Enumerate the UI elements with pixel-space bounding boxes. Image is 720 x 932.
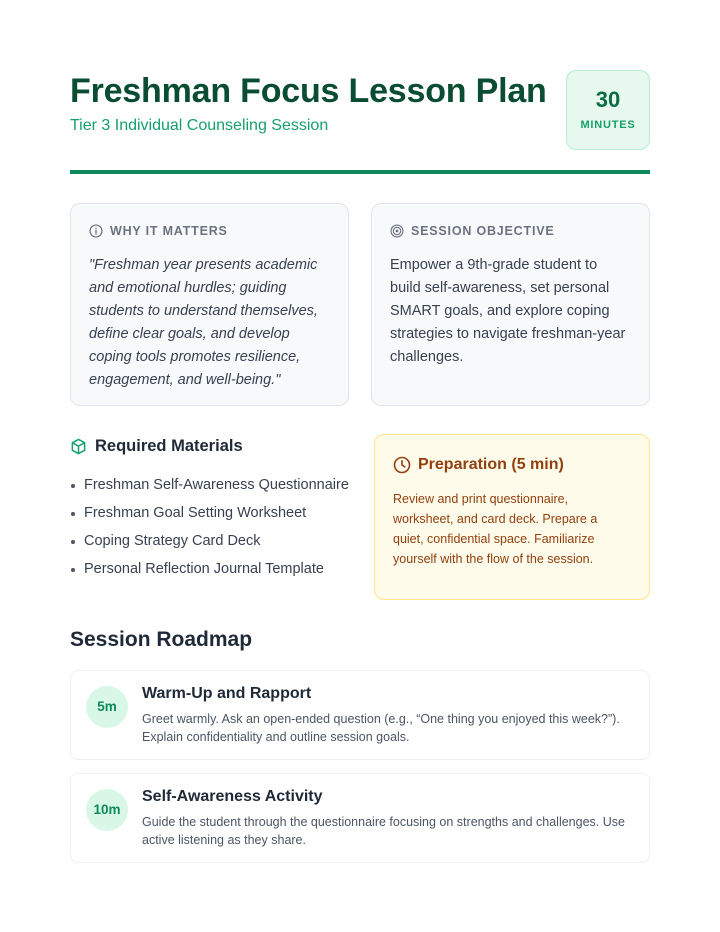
preparation-title: Preparation (5 min) xyxy=(418,456,564,473)
target-icon xyxy=(390,224,404,238)
info-icon xyxy=(89,224,103,238)
required-materials xyxy=(70,436,350,586)
step-duration-badge: 5m xyxy=(86,686,128,728)
page-subtitle: Tier 3 Individual Counseling Session xyxy=(70,117,329,134)
step-description: Greet warmly. Ask an open-ended question (e.g., “One thing you enjoyed this week?”). Explain confidentiality and outline session goals. xyxy=(142,712,620,744)
preparation-card xyxy=(374,434,650,600)
list-item: Freshman Goal Setting Worksheet xyxy=(70,502,350,524)
materials-list xyxy=(70,474,350,580)
list-item: Personal Reflection Journal Template xyxy=(70,558,350,580)
page-title: Freshman Focus Lesson Plan xyxy=(70,72,547,110)
why-it-matters-text: "Freshman year presents academic and emotional hurdles; guiding students to understand themselves, define clear goals, and develop coping tools promotes resilience, engagement, and well-being." xyxy=(89,257,318,388)
cube-icon xyxy=(70,438,87,455)
roadmap-step xyxy=(70,773,650,863)
preparation-text: Review and print questionnaire, worksheet, and card deck. Prepare a quiet, confidential space. Familiarize yourself with the flow of the session. xyxy=(393,492,598,566)
header xyxy=(70,70,650,174)
duration-unit: MINUTES xyxy=(580,119,636,131)
step-title: Self-Awareness Activity xyxy=(142,788,323,805)
list-item: Coping Strategy Card Deck xyxy=(70,530,350,552)
why-it-matters-card xyxy=(70,203,349,406)
list-item: Freshman Self-Awareness Questionnaire xyxy=(70,474,350,496)
session-objective-card xyxy=(371,203,650,406)
duration-value: 30 xyxy=(595,87,621,112)
step-duration-badge: 10m xyxy=(86,789,128,831)
session-objective-title: SESSION OBJECTIVE xyxy=(411,224,555,238)
step-description: Guide the student through the questionnaire focusing on strengths and challenges. Use active listening as they share. xyxy=(142,815,625,847)
step-title: Warm-Up and Rapport xyxy=(142,685,312,702)
roadmap-title: Session Roadmap xyxy=(70,628,253,651)
materials-title: Required Materials xyxy=(95,436,243,455)
duration-badge xyxy=(566,70,650,150)
roadmap-step xyxy=(70,670,650,760)
clock-icon xyxy=(393,456,411,474)
why-it-matters-title: WHY IT MATTERS xyxy=(110,224,228,238)
session-objective-text: Empower a 9th-grade student to build self-awareness, set personal SMART goals, and explore coping strategies to navigate freshman-year challenges. xyxy=(390,257,626,365)
